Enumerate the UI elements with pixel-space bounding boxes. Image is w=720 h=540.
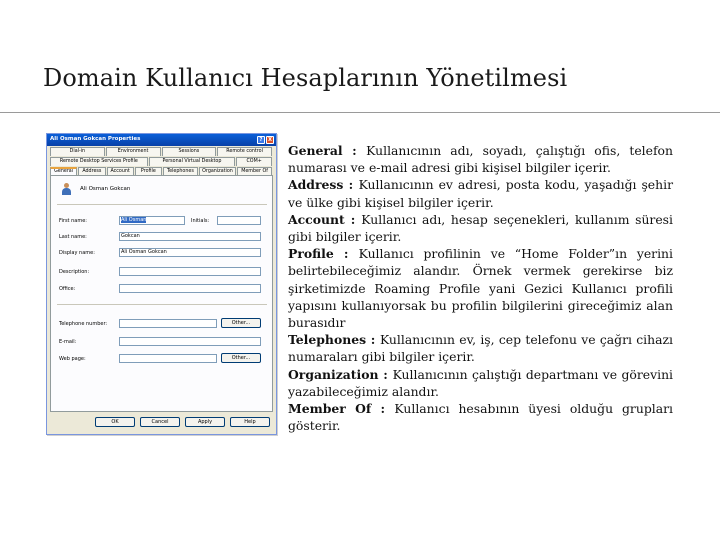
- term-separator: :: [378, 366, 393, 382]
- tab-member-of[interactable]: Member Of: [237, 167, 272, 176]
- term-organization: Organization: [288, 366, 379, 382]
- desc-general: [288, 142, 673, 176]
- term-profile: Profile: [288, 246, 334, 262]
- display-name-field[interactable]: Ali Osman Gokcan: [119, 248, 261, 257]
- tab-remote-control[interactable]: Remote control: [217, 147, 272, 156]
- help-icon[interactable]: ?: [257, 136, 265, 144]
- office-label: Office:: [59, 286, 76, 292]
- initials-field[interactable]: [217, 216, 261, 225]
- apply-button[interactable]: Apply: [185, 417, 225, 427]
- tab-personal-virtual-desktop[interactable]: Personal Virtual Desktop: [149, 157, 235, 166]
- tab-com-plus[interactable]: COM+: [236, 157, 272, 166]
- initials-label: Initials:: [191, 218, 210, 224]
- webpage-field[interactable]: [119, 354, 217, 363]
- desc-profile: [288, 245, 673, 331]
- office-field[interactable]: [119, 284, 261, 293]
- tab-sessions[interactable]: Sessions: [162, 147, 217, 156]
- desc-organization: [288, 366, 673, 400]
- email-label: E-mail:: [59, 339, 77, 345]
- ok-button[interactable]: OK: [95, 417, 135, 427]
- webpage-label: Web page:: [59, 356, 86, 362]
- desc-text: Kullanıcının çalıştığı departmanı ve görevini yazabileceğimiz alandır.: [288, 366, 674, 399]
- term-account: Account: [288, 211, 345, 227]
- tab-profile[interactable]: Profile: [135, 167, 162, 176]
- tab-general[interactable]: General: [50, 167, 77, 176]
- desc-address: [288, 176, 673, 210]
- desc-text: Kullanıcı adı, hesap seçenekleri, kullanım süresi gibi bilgiler içerir.: [288, 211, 674, 245]
- tab-organization[interactable]: Organization: [199, 167, 236, 176]
- email-field[interactable]: [119, 337, 261, 346]
- tab-dial-in[interactable]: Dial-in: [50, 147, 105, 156]
- term-separator: :: [344, 211, 362, 227]
- desc-text: Kullanıcının ev, iş, cep telefonu ve çağrı cihazı numaraları gibi bilgiler içerir.: [288, 332, 674, 365]
- dialog-title: Ali Osman Gokcan Properties: [50, 136, 141, 142]
- tab-row-2: [47, 157, 276, 166]
- tab-descriptions: [288, 142, 673, 434]
- term-telephones: Telephones: [288, 332, 367, 348]
- user-icon: [61, 183, 72, 195]
- description-field[interactable]: [119, 267, 261, 276]
- general-tab-panel: [50, 175, 273, 412]
- term-address: Address: [288, 177, 344, 193]
- first-name-field[interactable]: Ali Osman: [119, 216, 185, 225]
- tab-row-1: [47, 147, 276, 156]
- term-member-of: Member Of: [288, 401, 372, 417]
- slide-title: Domain Kullanıcı Hesaplarının Yönetilmesi: [43, 64, 568, 92]
- desc-account: [288, 211, 673, 245]
- close-icon[interactable]: X: [266, 136, 274, 144]
- desc-text: Kullanıcı hesabının üyesi olduğu grupları gösterir.: [288, 401, 673, 434]
- desc-member-of: [288, 400, 673, 434]
- desc-text: Kullanıcının ev adresi, posta kodu, yaşadığı şehir ve ülke gibi kişisel bilgiler içerir.: [288, 177, 674, 210]
- dialog-button-bar: [47, 417, 276, 429]
- display-name-label: Display name:: [59, 250, 95, 256]
- divider: [57, 204, 267, 205]
- desc-telephones: [288, 331, 673, 365]
- term-separator: :: [333, 246, 359, 262]
- telephone-field[interactable]: [119, 319, 217, 328]
- help-button[interactable]: Help: [230, 417, 270, 427]
- title-divider: [0, 112, 720, 113]
- desc-text: Kullanıcının adı, soyadı, çalıştığı ofis, telefon numarası ve e-mail adresi gibi kişisel bilgiler içerir.: [288, 143, 673, 176]
- term-separator: :: [366, 332, 380, 348]
- term-general: General: [288, 143, 343, 158]
- tab-environment[interactable]: Environment: [106, 147, 161, 156]
- description-label: Description:: [59, 269, 90, 275]
- tab-account[interactable]: Account: [107, 167, 134, 176]
- last-name-label: Last name:: [59, 234, 87, 240]
- cancel-button[interactable]: Cancel: [140, 417, 180, 427]
- telephone-label: Telephone number:: [59, 321, 108, 327]
- term-separator: :: [343, 177, 359, 193]
- telephone-other-button[interactable]: Other...: [221, 318, 261, 328]
- tab-rds-profile[interactable]: Remote Desktop Services Profile: [50, 157, 148, 166]
- user-properties-dialog: [46, 133, 277, 435]
- term-separator: :: [371, 401, 395, 417]
- desc-text: Kullanıcı profilinin ve “Home Folder”ın yerini belirtebileceğimiz alandır. Örnek vermek gerekirse biz şirketimizde Roaming Profile yani Gezici Kullanıcı profili yapısını kullanıyorsak bu profilin bilgilerini gireceğimiz alan burasıdır: [288, 246, 673, 331]
- dialog-titlebar: [47, 134, 276, 146]
- user-display-name: Ali Osman Gokcan: [80, 186, 131, 192]
- tab-address[interactable]: Address: [78, 167, 105, 176]
- tab-telephones[interactable]: Telephones: [163, 167, 198, 176]
- first-name-label: First name:: [59, 218, 87, 224]
- divider: [57, 304, 267, 305]
- term-separator: :: [342, 143, 367, 158]
- last-name-field[interactable]: Gokcan: [119, 232, 261, 241]
- webpage-other-button[interactable]: Other...: [221, 353, 261, 363]
